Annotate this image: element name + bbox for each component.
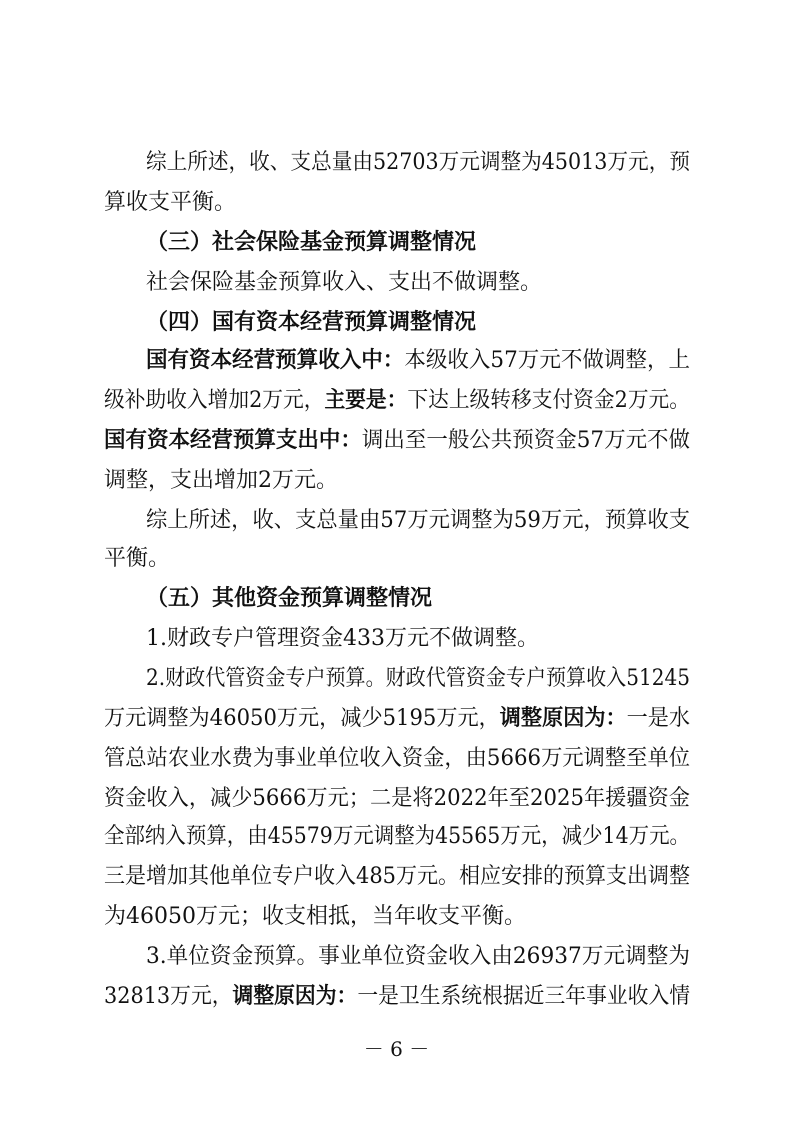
text-line [104,386,690,416]
text-segment: 社会保险基金预算收入、支出不做调整。 [146,270,543,295]
text-line [104,466,338,496]
text-segment: 三是增加其他单位专户收入485万元。相应安排的预算支出调整 [104,864,691,889]
text-segment: 平衡。 [104,546,171,571]
text-segment: 为46050万元；收支相抵，当年收支平衡。 [104,904,526,929]
bold-lead-in: 国有资本经营预算收入中： [146,348,405,373]
section-heading [146,308,476,338]
text-segment: 综上所述，收、支总量由52703万元调整为45013万元，预 [146,150,690,175]
text-segment: 1.财政专户管理资金433万元不做调整。 [146,626,539,651]
text-segment: （四）国有资本经营预算调整情况 [146,310,477,335]
text-line [104,426,690,456]
text-line [104,822,690,852]
text-segment: 2.财政代管资金专户预算。财政代管资金专户预算收入51245 [146,666,690,691]
text-segment: 调出至一般公共预资金57万元不做 [361,428,691,453]
section-heading [146,228,476,258]
text-line [146,268,542,298]
text-segment: 算收支平衡。 [104,190,237,215]
text-segment: 资金收入，减少5666万元；二是将2022年至2025年援疆资金 [104,786,690,811]
text-segment: 本级收入57万元不做调整，上 [404,348,691,373]
text-line [146,624,539,654]
bold-lead-in: 调整原因为： [499,706,627,731]
text-segment: 万元调整为46050万元，减少5195万元， [104,706,500,731]
bold-lead-in: 调整原因为： [232,984,358,1009]
text-segment: 3.单位资金预算。事业单位资金收入由26937万元调整为 [146,944,690,969]
text-line [104,902,526,932]
text-line [104,784,690,814]
text-segment: （三）社会保险基金预算调整情况 [146,230,477,255]
text-line [104,544,170,574]
text-segment: 全部纳入预算，由45579万元调整为45565万元，减少14万元。 [104,824,690,849]
text-segment: 级补助收入增加2万元， [104,388,325,413]
text-segment: 综上所述，收、支总量由57万元调整为59万元，预算收支 [146,508,691,533]
text-line [104,704,690,734]
text-line [104,188,236,218]
text-line [104,862,690,892]
text-line [146,148,690,178]
bold-lead-in: 国有资本经营预算支出中： [104,428,362,453]
text-segment: 32813万元， [104,984,233,1009]
section-heading [146,584,432,614]
text-line [146,942,690,972]
text-line [146,664,690,694]
text-line [146,346,690,376]
text-segment: 管总站农业水费为事业单位收入资金，由5666万元调整至单位 [104,746,691,771]
text-segment: （五）其他资金预算调整情况 [146,586,433,611]
page-number: － 6 － [363,1037,430,1061]
text-segment: 一是水 [626,706,691,731]
bold-lead-in: 主要是： [324,388,408,413]
text-line [146,506,690,536]
text-segment: 一是卫生系统根据近三年事业收入情 [357,984,691,1009]
text-segment: 下达上级转移支付资金2万元。 [407,388,691,413]
text-line [104,744,690,774]
text-line [104,982,690,1012]
text-segment: 调整，支出增加2万元。 [104,468,338,493]
